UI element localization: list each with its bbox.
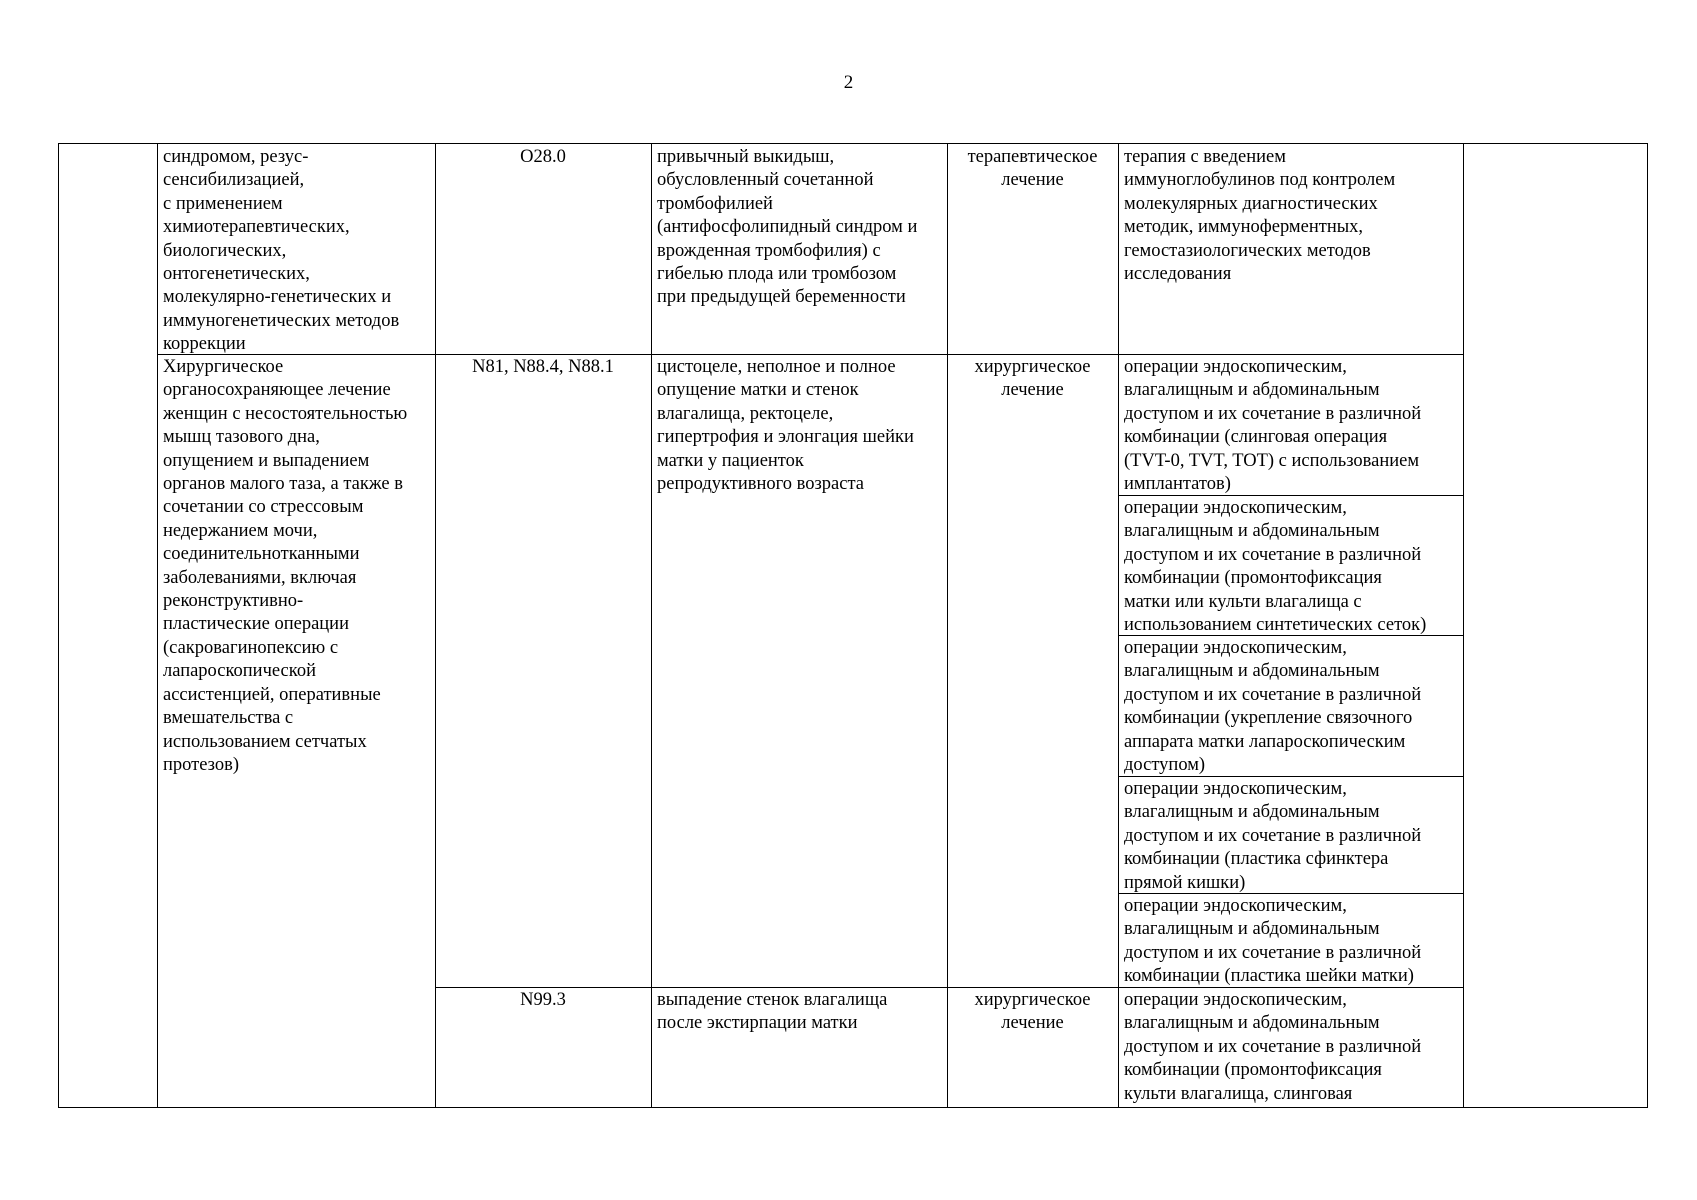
row2-code: N81, N88.4, N88.1 bbox=[472, 357, 614, 377]
row1-code: O28.0 bbox=[520, 147, 566, 167]
row1-treatment-type: терапевтическое лечение bbox=[967, 147, 1098, 191]
row2-method-4: операции эндоскопическим, влагалищным и абдоминальным доступом и их сочетание в различной комбинации (пластика сфинктера прямой кишки) bbox=[1124, 779, 1422, 893]
row2-method-1: операции эндоскопическим, влагалищным и абдоминальным доступом и их сочетание в различной комбинации (слинговая операция (TVT-0, TVT, TOT) с использованием имплантатов) bbox=[1124, 357, 1422, 495]
row1-method: терапия с введением иммуноглобулинов под контролем молекулярных диагностических методик, иммуноферментных, гемостазиологических методов исследования bbox=[1124, 147, 1396, 285]
row2-description: Хирургическое органосохраняющее лечение женщин с несостоятельностью мышц тазового дна, опущением и выпадением органов малого таза, а также в сочетании со стрессовым недержанием мочи, соединительнотканными заболеваниями, включая реконструктивно- пластические операции (сакровагинопексию с лапароскопической ассистенцией, оперативные вмешательства с использованием сетчатых протезов) bbox=[163, 357, 408, 775]
column-divider bbox=[947, 144, 948, 1107]
row1-diagnosis: привычный выкидыш, обусловленный сочетанной тромбофилией (антифосфолипидный синдром и врожденная тромбофилия) с гибелью плода или тромбозом при предыдущей беременности bbox=[657, 147, 918, 308]
row2-method-5: операции эндоскопическим, влагалищным и абдоминальным доступом и их сочетание в различной комбинации (пластика шейки матки) bbox=[1124, 896, 1422, 987]
row2-treatment-type: хирургическое лечение bbox=[974, 357, 1091, 401]
row3-diagnosis: выпадение стенок влагалища после экстирпации матки bbox=[657, 990, 888, 1034]
row2-diagnosis: цистоцеле, неполное и полное опущение матки и стенок влагалища, ректоцеле, гипертрофия и элонгация шейки матки у пациенток репродуктивного возраста bbox=[657, 357, 914, 495]
row3-code: N99.3 bbox=[520, 990, 566, 1010]
row1-description: синдромом, резус- сенсибилизацией, с применением химиотерапевтических, биологических, онтогенетических, молекулярно-генетических и иммуногенетических методов коррекции bbox=[163, 147, 400, 355]
row3-treatment-type: хирургическое лечение bbox=[974, 990, 1091, 1034]
column-divider bbox=[1463, 144, 1464, 1107]
column-divider bbox=[435, 144, 436, 1107]
page-number: 2 bbox=[843, 72, 854, 93]
row3-method: операции эндоскопическим, влагалищным и абдоминальным доступом и их сочетание в различной комбинации (промонтофиксация культи влагалища, слинговая bbox=[1124, 990, 1422, 1104]
row2-method-3: операции эндоскопическим, влагалищным и абдоминальным доступом и их сочетание в различной комбинации (укрепление связочного аппарата матки лапароскопическим доступом) bbox=[1124, 638, 1422, 776]
row2-method-2: операции эндоскопическим, влагалищным и абдоминальным доступом и их сочетание в различной комбинации (промонтофиксация матки или культи влагалища с использованием синтетических сеток) bbox=[1124, 498, 1427, 636]
medical-care-table bbox=[58, 143, 1648, 1108]
